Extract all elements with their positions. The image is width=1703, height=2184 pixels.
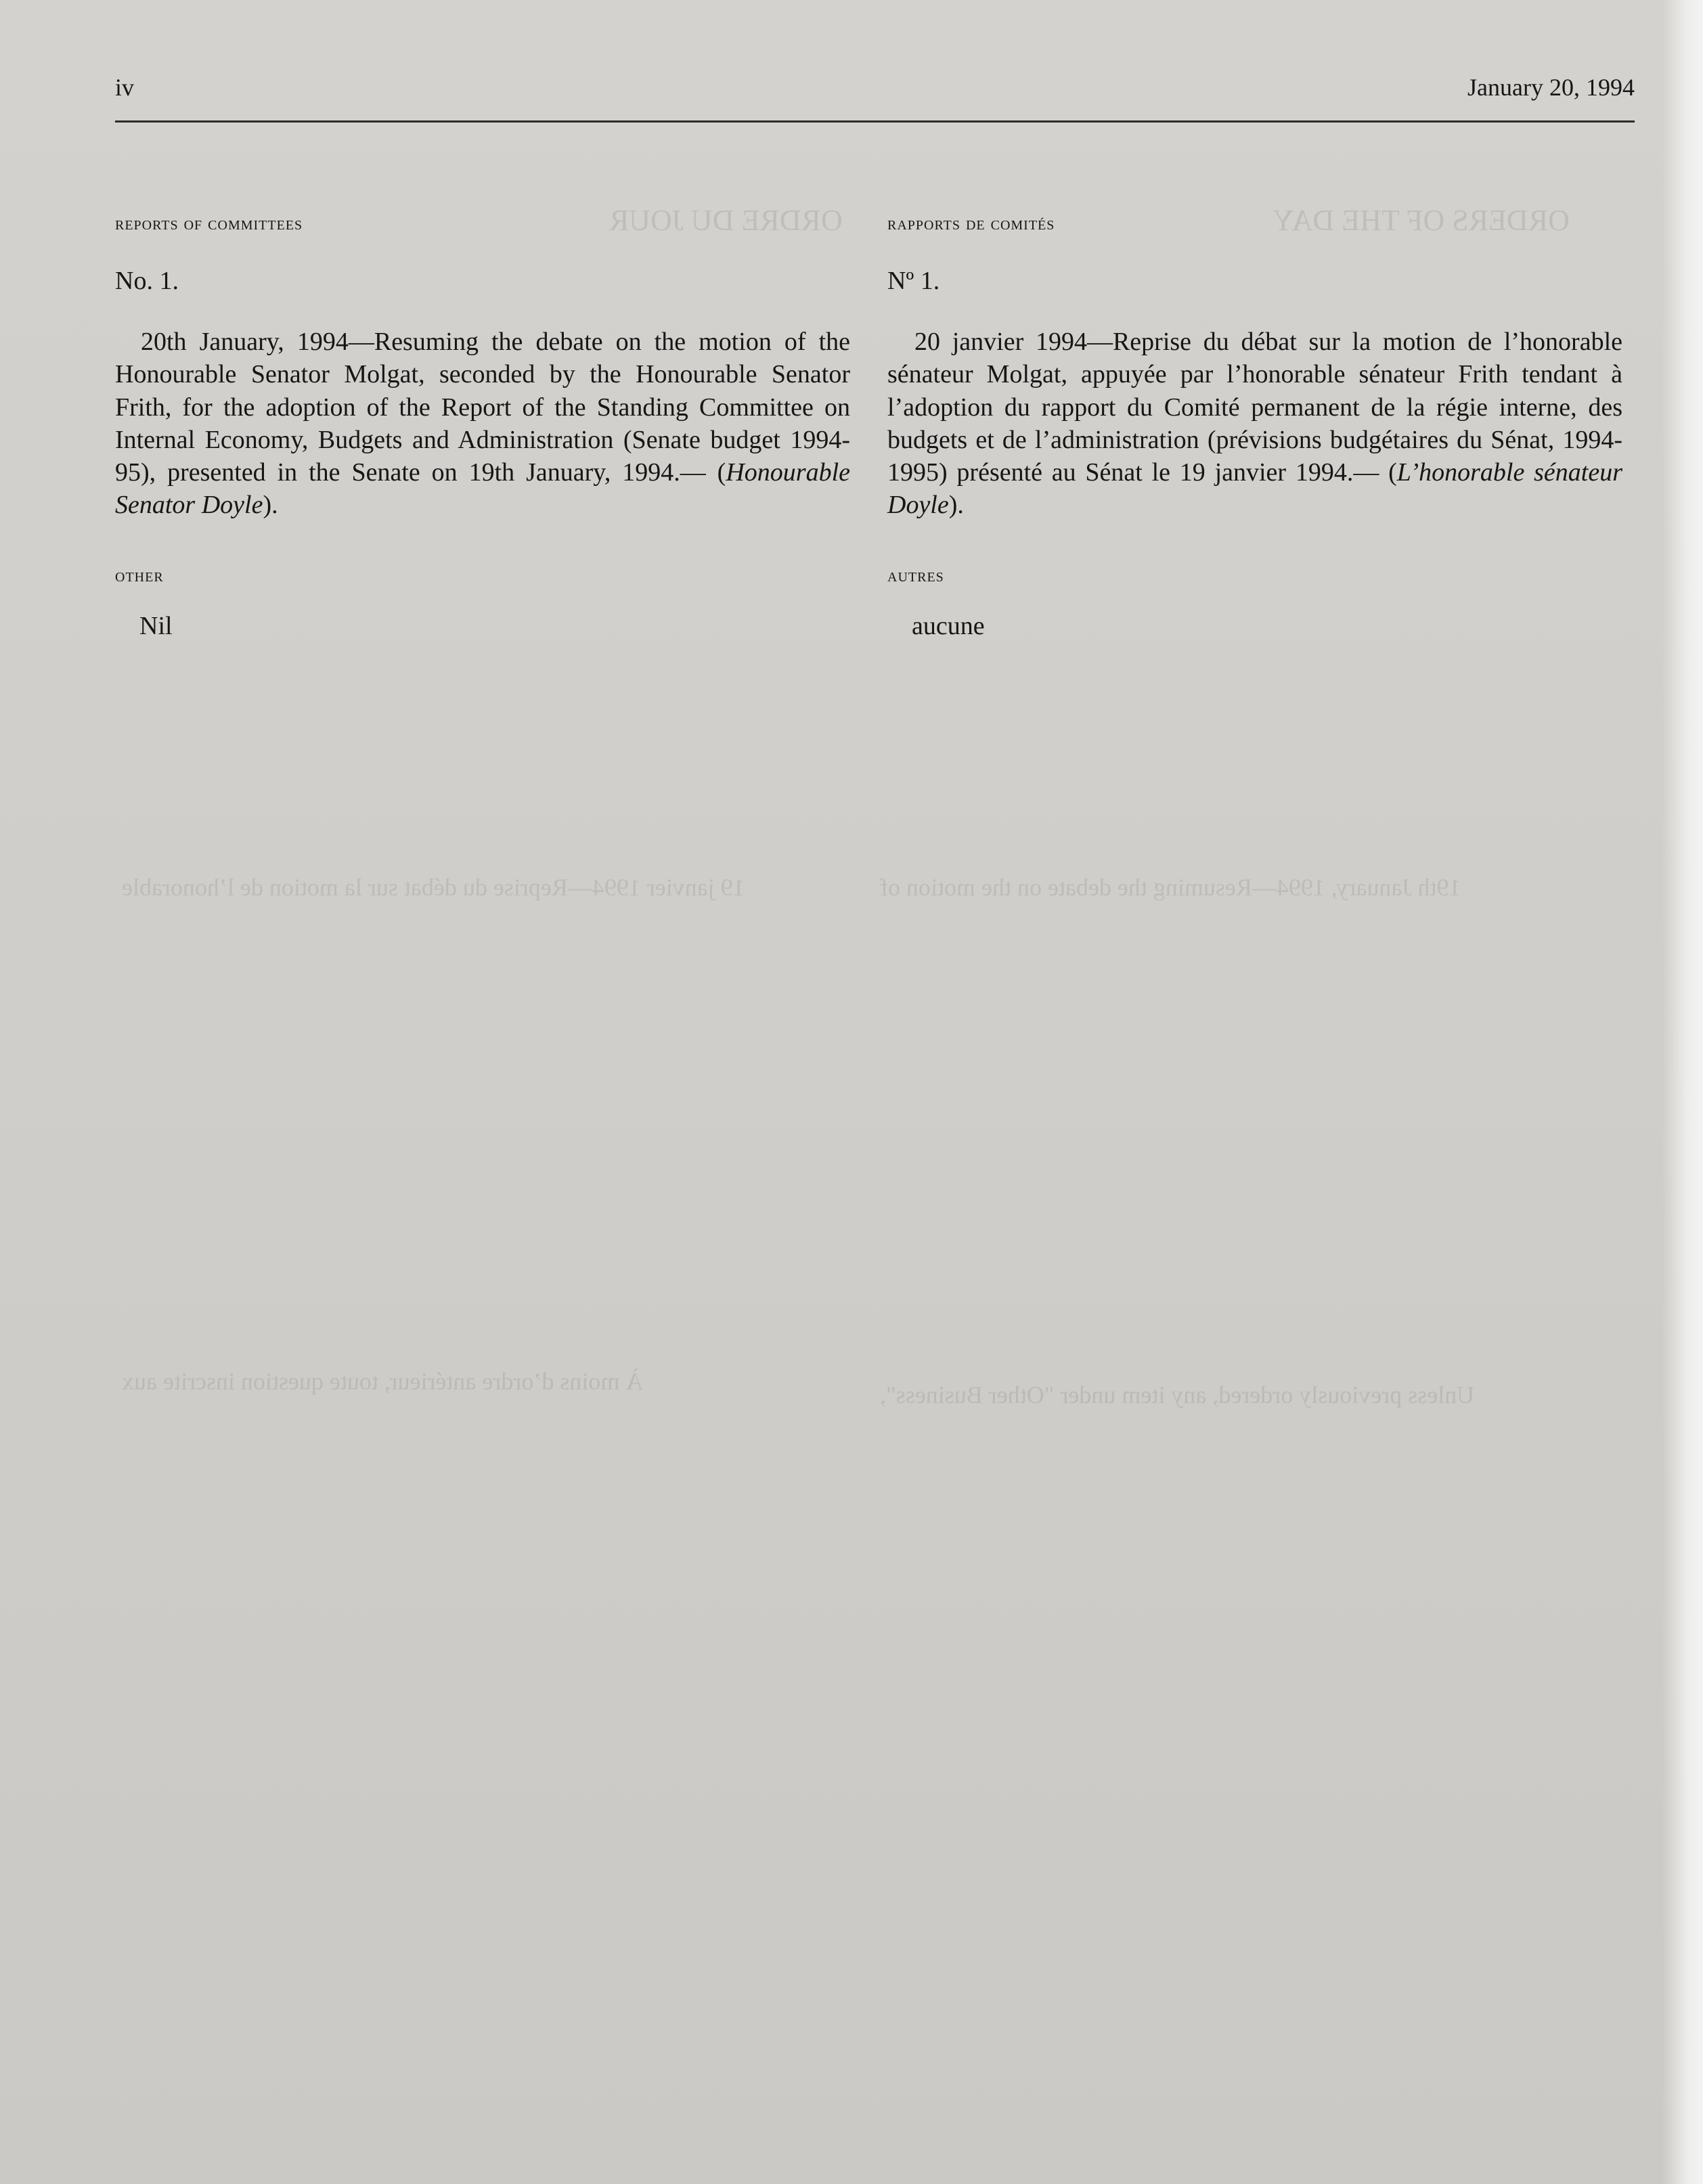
page-edge-decoration xyxy=(1662,0,1703,2184)
bleed-through-decoration: À moins d’ordre antérieur, toute question inscrite aux xyxy=(122,1368,644,1395)
paragraph-text: 20 janvier 1994—Reprise du débat sur la motion de l’honorable sénateur Molgat, appuyée par l’honorable sénateur Frith tendant à l’adoption du rapport du Comité permanent de la régie interne, des budgets et de l’administration (prévisions budgétaires du Sénat, 1994-1995) présenté au Sénat le 19 janvier 1994.— xyxy=(887,328,1622,487)
item-paragraph: 20 janvier 1994—Reprise du débat sur la motion de l’honorable sénateur Molgat, appuyée par l’honorable sénateur Frith tendant à l’adoption du rapport du Comité permanent de la régie interne, des budgets et de l’administration (prévisions budgétaires du Sénat, 1994-1995) présenté au Sénat le 19 janvier 1994.— (L’honorable sénateur Doyle). xyxy=(887,328,1622,520)
bleed-through-decoration: 19th January, 1994—Resuming the debate on the motion of xyxy=(880,874,1461,901)
page-number: iv xyxy=(115,74,135,101)
other-heading: other xyxy=(115,564,164,586)
item-paragraph: 20th January, 1994—Resuming the debate on the motion of the Honourable Senator Molgat, seconded by the Honourable Senator Frith, for the adoption of the Report of the Standing Committee on Internal Economy, Budgets and Administration (Senate budget 1994-95), presented in the Senate on 19th January, 1994.— (Honourable Senator Doyle). xyxy=(115,328,850,520)
english-column xyxy=(115,213,850,641)
other-value: Nil xyxy=(139,611,173,640)
item-number: No. 1. xyxy=(115,267,179,295)
section-heading: reports of committees xyxy=(115,213,303,234)
header-date: January 20, 1994 xyxy=(1467,74,1635,101)
other-value: aucune xyxy=(912,611,985,640)
page-header xyxy=(115,73,1635,122)
section-heading: rapports de comités xyxy=(887,213,1055,234)
bleed-through-decoration: Unless previously ordered, any item under "Other Business", xyxy=(880,1381,1475,1408)
paragraph-attribution: L’honorable sénateur Doyle xyxy=(887,458,1622,520)
bleed-through-decoration: ORDERS OF THE DAY xyxy=(1273,204,1570,237)
french-column xyxy=(887,213,1622,641)
paragraph-attribution: Honourable Senator Doyle xyxy=(115,458,850,520)
bleed-through-decoration: ORDRE DU JOUR xyxy=(609,204,843,237)
item-number: Nº 1. xyxy=(887,267,940,295)
bleed-through-decoration: 19 janvier 1994—Reprise du débat sur la motion de l’honorable xyxy=(122,874,745,901)
paragraph-text: 20th January, 1994—Resuming the debate on the motion of the Honourable Senator Molgat, seconded by the Honourable Senator Frith, for the adoption of the Report of the Standing Committee on Internal Economy, Budgets and Administration (Senate budget 1994-95), presented in the Senate on 19th January, 1994.— xyxy=(115,328,850,487)
other-heading: autres xyxy=(887,564,944,586)
